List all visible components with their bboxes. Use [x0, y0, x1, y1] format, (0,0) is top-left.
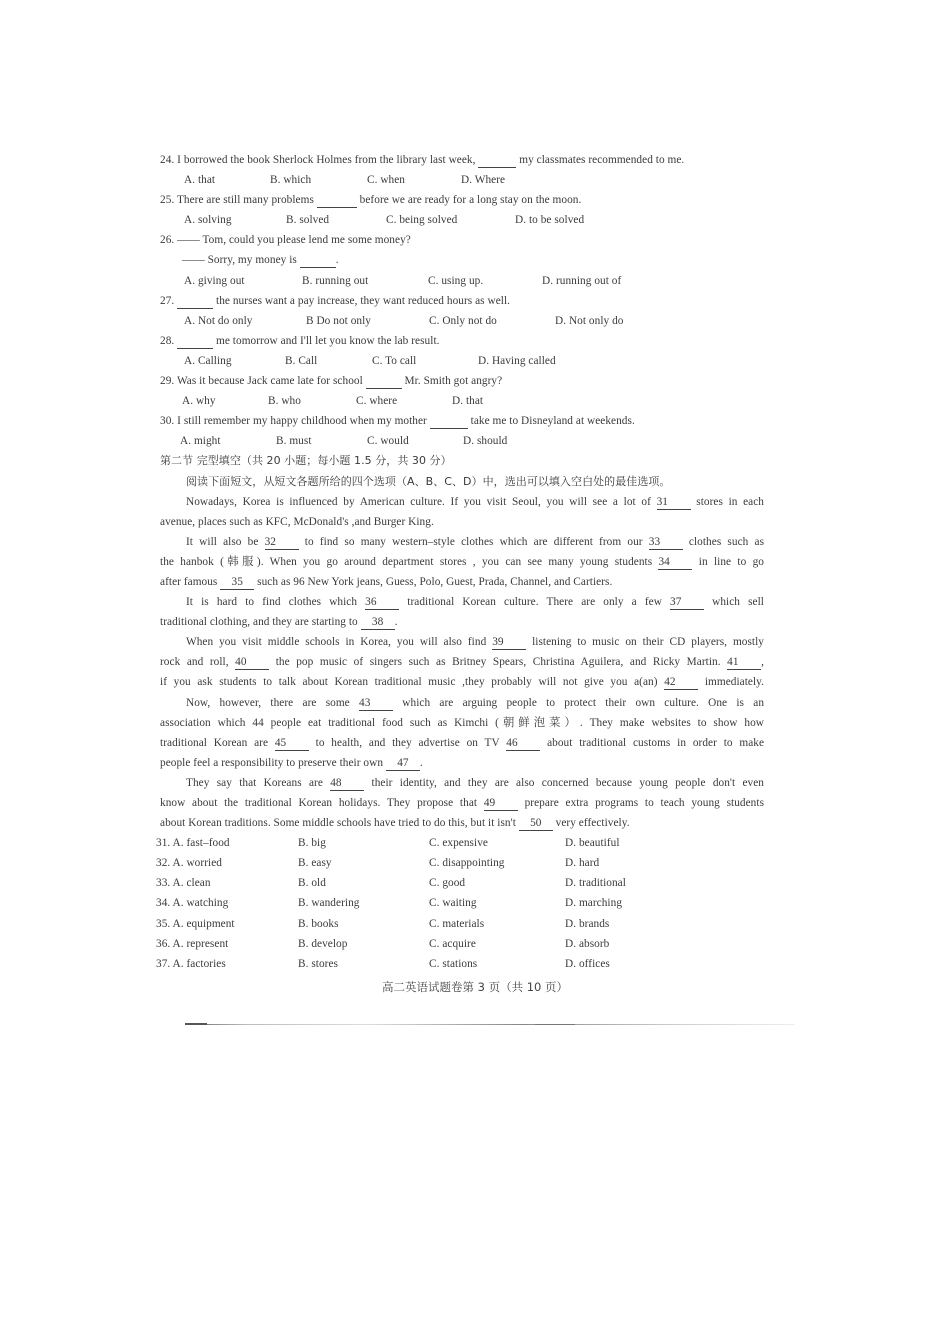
- passage-line: [160, 512, 764, 532]
- choice-a: 31. A. fast–food: [156, 837, 230, 850]
- option-b: B. Call: [285, 354, 318, 367]
- passage-text: which are arguing people to protect their own culture. One is an: [402, 696, 765, 709]
- passage-line: [160, 693, 764, 713]
- question-stem: me tomorrow and I'll let you know the lab result.: [216, 334, 440, 347]
- reply-text: .: [335, 254, 339, 267]
- option-a: A. why: [182, 395, 216, 408]
- question-number: 27.: [160, 294, 175, 307]
- cloze-blank: 35: [220, 575, 254, 590]
- option-a: A. giving out: [184, 274, 245, 287]
- option-d: D. Having called: [478, 354, 556, 367]
- choice-row: [156, 893, 764, 913]
- question-stem: 25. There are still many problems: [160, 194, 314, 207]
- option-c: C. where: [356, 395, 398, 408]
- passage-text: about Korean traditions. Some middle schools have tried to do this, but it isn't: [160, 817, 516, 830]
- question-29: [160, 371, 764, 391]
- passage-line: [160, 753, 764, 773]
- choice-d: D. offices: [565, 957, 610, 970]
- bottom-rule-mark: [185, 1023, 207, 1025]
- choice-c: C. acquire: [429, 937, 476, 950]
- choice-row: [156, 954, 764, 974]
- choice-d: D. hard: [565, 857, 600, 870]
- choice-a: 36. A. represent: [156, 937, 229, 950]
- cloze-blank: 50: [519, 816, 553, 831]
- choice-c: C. materials: [429, 917, 485, 930]
- passage-text: the hanbok (韩服). When you go around department stores , you can see many young students: [160, 555, 653, 568]
- question-25-options: [160, 210, 764, 230]
- passage-text: .: [394, 616, 398, 629]
- choice-b: B. old: [298, 877, 326, 890]
- choice-b: B. stores: [298, 957, 338, 970]
- choice-c: C. disappointing: [429, 857, 505, 870]
- cloze-blank: 31: [657, 495, 691, 510]
- instruction-text: 阅读下面短文，从短文各题所给的四个选项（A、B、C、D）中，选出可以填入空白处的最佳选项。: [186, 474, 671, 488]
- passage-text: their identity, and they are also concerned because young people don't even: [371, 776, 765, 789]
- cloze-blank: 32: [265, 535, 299, 550]
- cloze-blank: 37: [670, 595, 704, 610]
- cloze-blank: 47: [386, 756, 420, 771]
- option-b: B. running out: [302, 274, 369, 287]
- cloze-blank: 43: [359, 696, 393, 711]
- choice-b: B. big: [298, 837, 326, 850]
- choice-d: D. marching: [565, 897, 623, 910]
- question-number: 28.: [160, 334, 175, 347]
- passage-line: [160, 672, 764, 692]
- question-stem: 26. —— Tom, could you please lend me some money?: [160, 234, 411, 247]
- passage-line: [160, 532, 764, 552]
- question-24: [160, 150, 764, 170]
- question-stem: Mr. Smith got angry?: [404, 375, 503, 388]
- question-stem: take me to Disneyland at weekends.: [470, 415, 635, 428]
- passage-text: such as 96 New York jeans, Guess, Polo, Guest, Prada, Channel, and Cartiers.: [257, 575, 613, 588]
- passage-text: prepare extra programs to teach young students: [524, 797, 765, 809]
- question-27: [160, 291, 764, 311]
- cloze-blank: 45: [275, 736, 309, 751]
- question-25: [160, 190, 764, 210]
- cloze-blank: 42: [664, 675, 698, 690]
- passage-text: know about the traditional Korean holidays. They propose that: [160, 797, 478, 809]
- passage-text: traditional Korean are: [160, 736, 269, 749]
- passage-line: [160, 813, 764, 833]
- choice-a: 32. A. worried: [156, 857, 222, 870]
- option-a: A. might: [180, 435, 221, 448]
- passage-text: rock and roll,: [160, 656, 229, 669]
- question-26: [160, 230, 764, 250]
- passage-line: [160, 492, 764, 512]
- option-b: B. which: [270, 174, 312, 187]
- passage-text: after famous: [160, 575, 218, 588]
- question-27-options: [160, 311, 764, 331]
- choice-row: [156, 914, 764, 934]
- question-stem: the nurses want a pay increase, they want reduced hours as well.: [216, 294, 511, 307]
- answer-blank: [317, 193, 357, 208]
- question-30: [160, 411, 764, 431]
- passage-text: stores in each: [696, 495, 765, 508]
- option-c: C. would: [367, 435, 409, 448]
- question-26-options: [160, 271, 764, 291]
- choice-c: C. waiting: [429, 897, 477, 910]
- answer-blank: [300, 253, 336, 268]
- passage-text: .: [419, 756, 423, 769]
- option-a: A. Calling: [184, 354, 232, 367]
- question-26-reply: [160, 250, 764, 270]
- option-c: C. using up.: [428, 274, 484, 287]
- passage-text: association which 44 people eat traditional food such as Kimchi (朝鲜泡菜）. They make websites to show how: [160, 716, 764, 729]
- choice-c: C. expensive: [429, 837, 488, 850]
- question-28-options: [160, 351, 764, 371]
- cloze-blank: 40: [235, 655, 269, 670]
- passage-text: which sell: [712, 596, 764, 609]
- option-c: C. Only not do: [429, 314, 497, 327]
- reply-text: —— Sorry, my money is: [182, 254, 297, 267]
- choice-row: [156, 853, 764, 873]
- passage-text: to find so many western–style clothes which are different from our: [304, 535, 643, 548]
- passage-line: [160, 612, 764, 632]
- choice-b: B. books: [298, 917, 339, 930]
- section-heading: [160, 451, 764, 471]
- option-d: D. should: [463, 435, 508, 448]
- choice-row: [156, 873, 764, 893]
- bottom-rule: [185, 1024, 795, 1025]
- option-d: D. running out of: [542, 274, 622, 287]
- option-d: D. Not only do: [555, 314, 624, 327]
- question-stem: before we are ready for a long stay on the moon.: [359, 194, 582, 207]
- passage-text: very effectively.: [555, 817, 630, 830]
- bottom-rule-mark: [535, 1024, 575, 1025]
- cloze-blank: 39: [492, 635, 526, 650]
- question-stem: 29. Was it because Jack came late for school: [160, 375, 363, 388]
- option-b: B. who: [268, 395, 301, 408]
- passage-text: traditional clothing, and they are starting to: [160, 616, 358, 629]
- passage-text: listening to music on their CD players, mostly: [532, 636, 765, 649]
- passage-text: They say that Koreans are: [186, 776, 323, 789]
- question-30-options: [160, 431, 764, 451]
- choice-a: 33. A. clean: [156, 877, 211, 890]
- option-a: A. Not do only: [184, 314, 253, 327]
- exam-content: [156, 150, 765, 974]
- passage-text: about traditional customs in order to make: [547, 736, 765, 749]
- passage-text: avenue, places such as KFC, McDonald's ,and Burger King.: [160, 515, 434, 528]
- option-a: A. that: [184, 174, 216, 187]
- answer-blank: [478, 153, 516, 168]
- option-b: B. must: [276, 435, 312, 448]
- passage-line: [160, 652, 764, 672]
- passage-line: [160, 592, 764, 612]
- choice-a: 35. A. equipment: [156, 917, 235, 930]
- passage-text: in line to go: [698, 555, 765, 568]
- section-instruction: [160, 472, 764, 492]
- cloze-blank: 33: [649, 535, 683, 550]
- answer-blank: [430, 414, 468, 429]
- passage-text: if you ask students to talk about Korean traditional music ,they probably will not give you a(an): [160, 676, 658, 689]
- choice-a: 37. A. factories: [156, 957, 226, 970]
- option-b: B Do not only: [306, 314, 371, 327]
- answer-blank: [366, 374, 402, 389]
- option-c: C. To call: [372, 354, 417, 367]
- option-c: C. being solved: [386, 214, 458, 227]
- passage-line: [160, 773, 764, 793]
- question-stem: 30. I still remember my happy childhood when my mother: [160, 415, 427, 428]
- choice-c: C. stations: [429, 957, 478, 970]
- choice-b: B. wandering: [298, 897, 360, 910]
- cloze-blank: 41: [727, 655, 761, 670]
- passage-line: [160, 793, 764, 813]
- choice-d: D. traditional: [565, 877, 626, 890]
- cloze-blank: 38: [361, 615, 395, 630]
- passage-text: traditional Korean culture. There are only a few: [407, 596, 662, 609]
- passage-text: the pop music of singers such as Britney Spears, Christina Aguilera, and Ricky Martin.: [275, 656, 721, 669]
- answer-blank: [177, 334, 213, 349]
- choice-a: 34. A. watching: [156, 897, 229, 910]
- passage-text: immediately.: [704, 676, 765, 689]
- passage-line: [160, 713, 764, 733]
- passage-text: to health, and they advertise on TV: [315, 736, 500, 749]
- question-stem: 24. I borrowed the book Sherlock Holmes from the library last week,: [160, 154, 476, 166]
- passage-line: [160, 572, 764, 592]
- passage-line: [160, 733, 764, 753]
- question-29-options: [160, 391, 764, 411]
- passage-text: Now, however, there are some: [186, 696, 350, 709]
- cloze-blank: 46: [506, 736, 540, 751]
- option-d: D. to be solved: [515, 214, 585, 227]
- passage-text: It will also be: [186, 535, 259, 548]
- choice-row: [156, 934, 764, 954]
- option-a: A. solving: [184, 214, 232, 227]
- cloze-blank: 34: [658, 555, 692, 570]
- option-d: D. that: [452, 395, 484, 408]
- choice-b: B. develop: [298, 937, 348, 950]
- choice-row: [156, 833, 764, 853]
- question-24-options: [160, 170, 764, 190]
- choice-d: D. beautiful: [565, 837, 620, 850]
- question-stem: my classmates recommended to me.: [519, 154, 685, 166]
- option-b: B. solved: [286, 214, 330, 227]
- section-title: 第二节 完型填空（共 20 小题；每小题 1.5 分，共 30 分）: [160, 454, 452, 468]
- passage-text: people feel a responsibility to preserve their own: [160, 756, 384, 769]
- passage-text: ,: [761, 656, 765, 669]
- answer-blank: [177, 294, 213, 309]
- page-footer: 高二英语试题卷第 3 页（共 10 页）: [381, 980, 569, 994]
- option-c: C. when: [367, 174, 406, 187]
- passage-line: [160, 552, 764, 572]
- cloze-blank: 36: [365, 595, 399, 610]
- choice-d: D. absorb: [565, 937, 610, 950]
- cloze-blank: 48: [330, 776, 364, 791]
- passage-text: Nowadays, Korea is influenced by American culture. If you visit Seoul, you will see a lot of: [186, 495, 651, 508]
- choice-d: D. brands: [565, 917, 610, 930]
- passage-text: clothes such as: [688, 535, 765, 548]
- cloze-blank: 49: [484, 796, 518, 811]
- question-28: [160, 331, 764, 351]
- passage-text: When you visit middle schools in Korea, you will also find: [186, 636, 487, 649]
- choice-b: B. easy: [298, 857, 332, 870]
- choice-c: C. good: [429, 877, 466, 890]
- option-d: D. Where: [461, 174, 506, 187]
- passage-text: It is hard to find clothes which: [186, 596, 358, 609]
- passage-line: [160, 632, 764, 652]
